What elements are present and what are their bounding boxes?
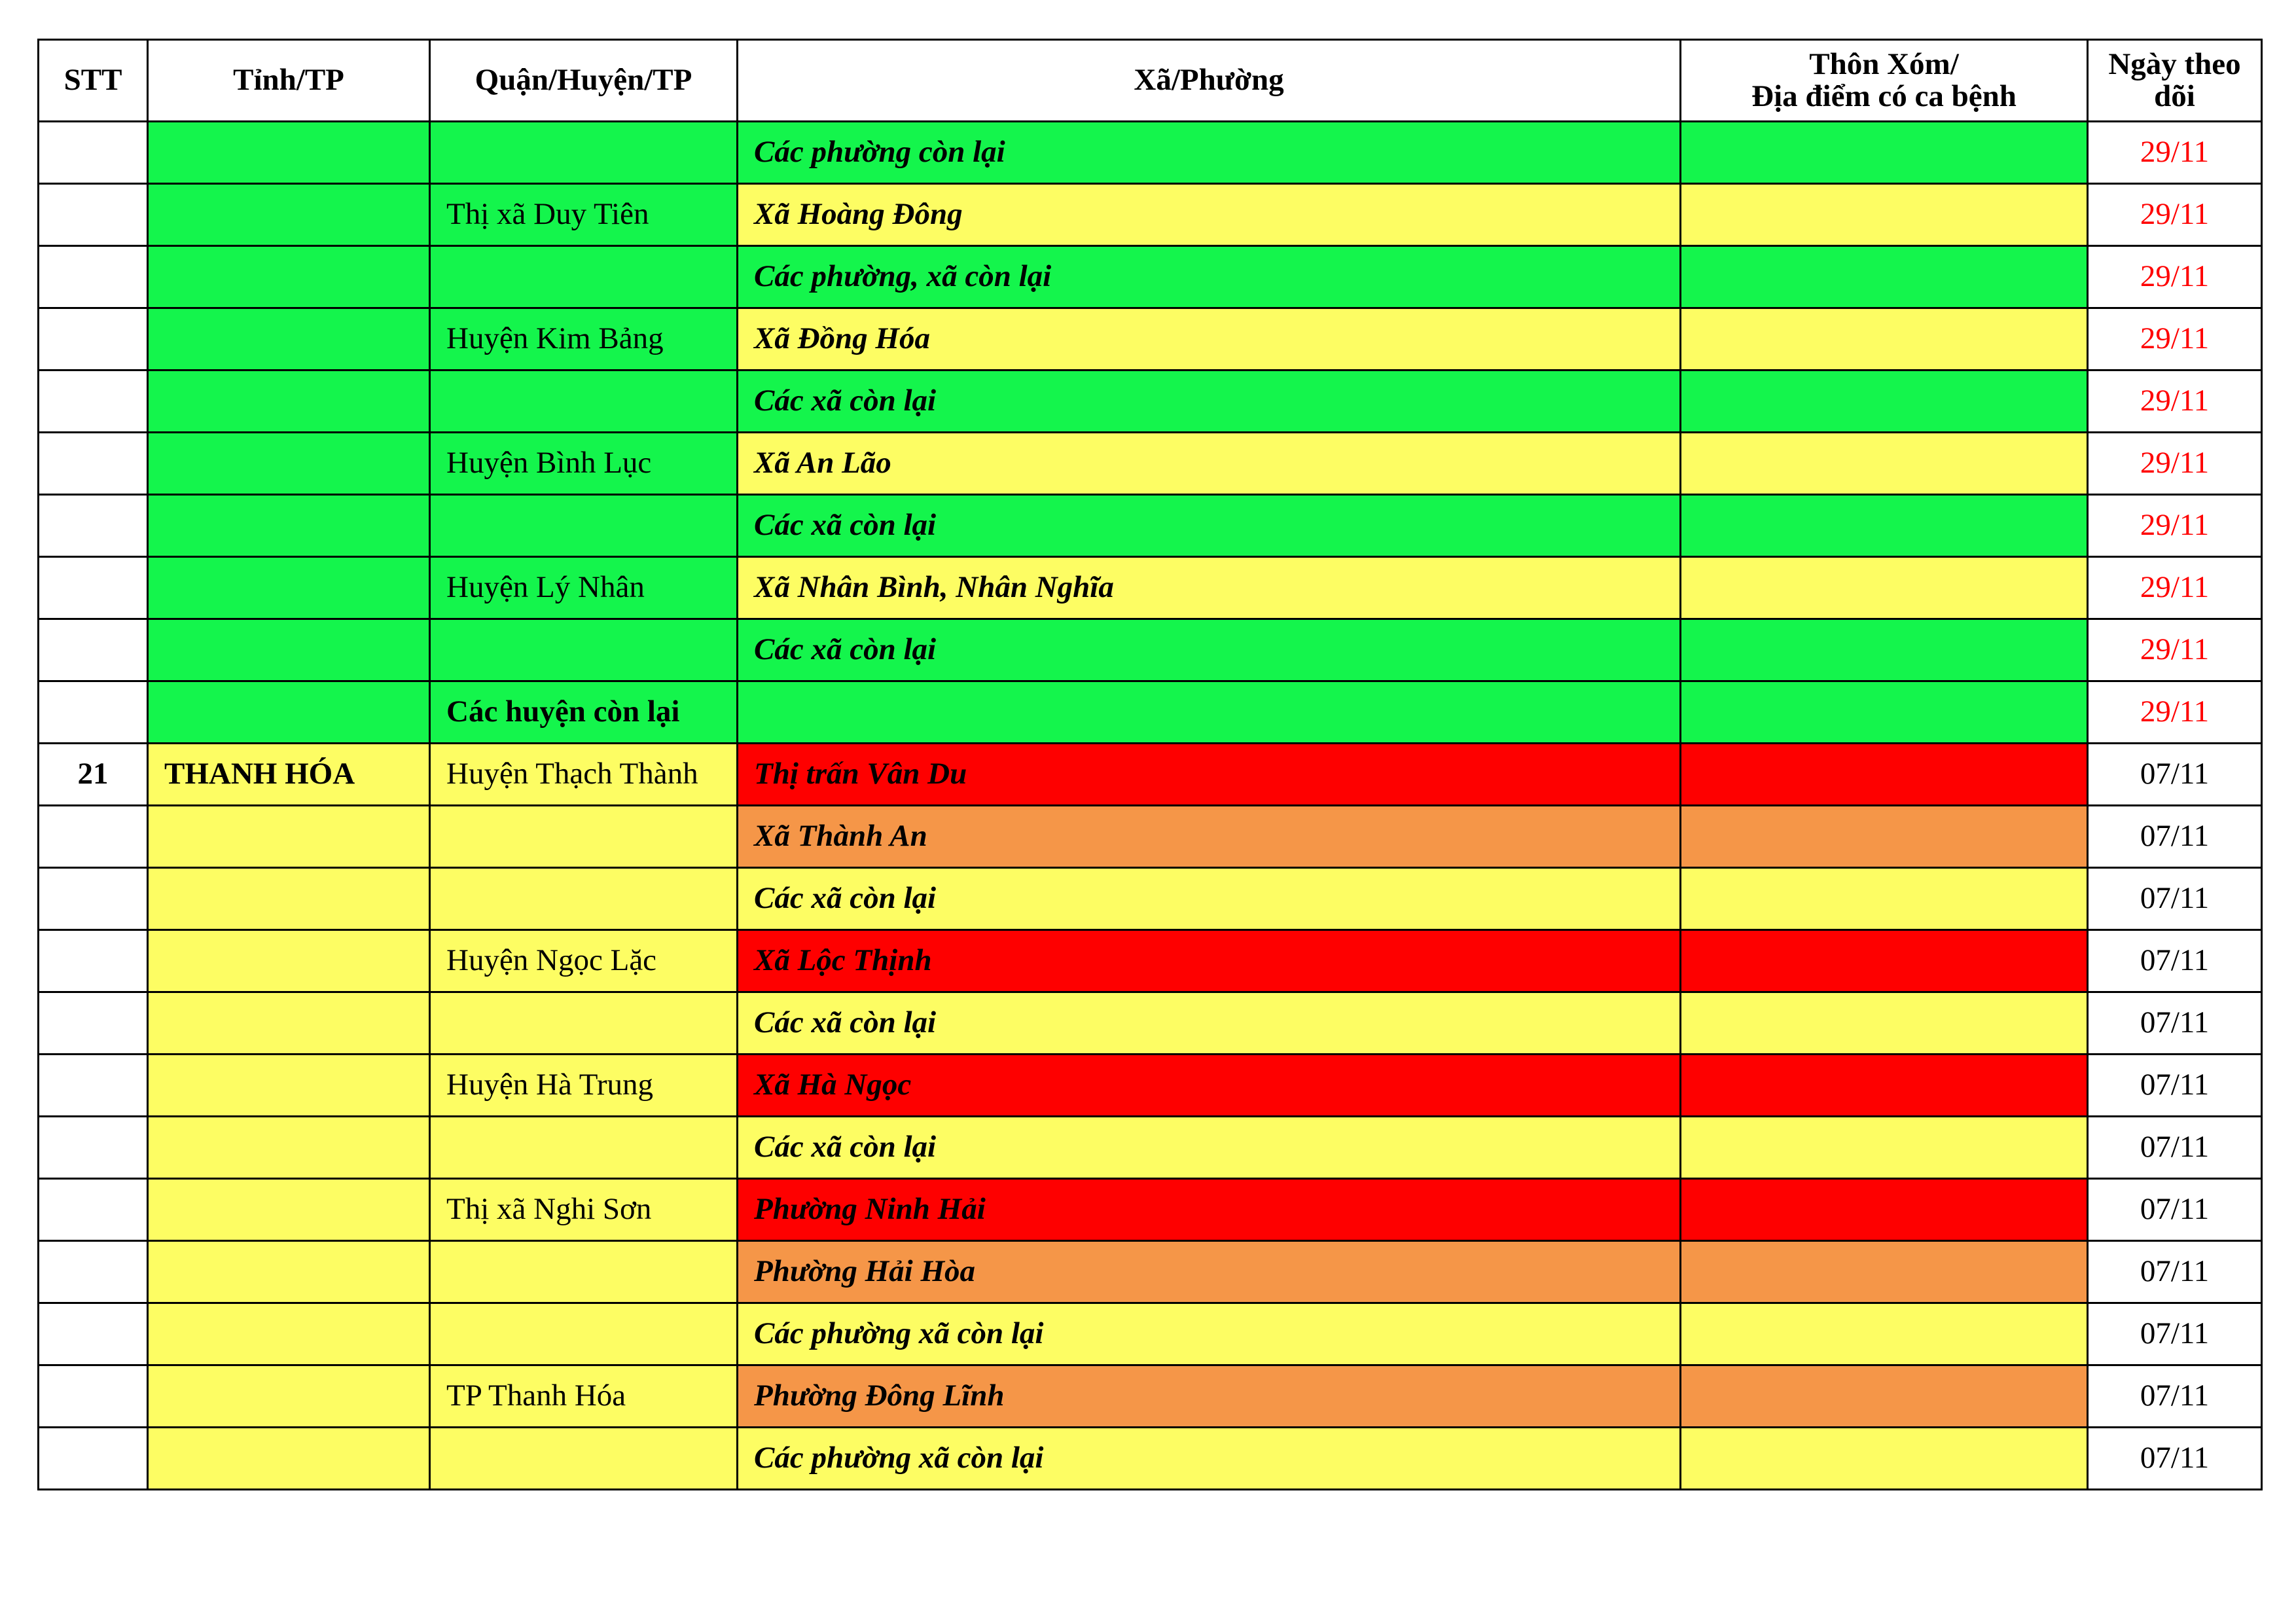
cell-province [148,246,430,308]
cell-province [148,433,430,495]
header-hamlet-line1: Thôn Xóm/ [1809,46,1959,81]
table-row [39,433,2262,495]
table-body [39,122,2262,1490]
cell-district [430,122,738,184]
table-row [39,122,2262,184]
cell-stt [39,184,148,246]
header-date [2088,40,2262,122]
cell-stt [39,557,148,619]
cell-date: 29/11 [2088,433,2262,495]
cell-ward: Các xã còn lại [738,992,1681,1055]
table-row [39,930,2262,992]
cell-district: Huyện Lý Nhân [430,557,738,619]
cell-hamlet [1681,1303,2088,1365]
header-province: Tỉnh/TP [148,40,430,122]
cell-district: TP Thanh Hóa [430,1365,738,1428]
cell-hamlet [1681,930,2088,992]
cell-stt: 21 [39,744,148,806]
cell-district [430,1428,738,1490]
header-ward: Xã/Phường [738,40,1681,122]
cell-hamlet [1681,1117,2088,1179]
cell-district [430,370,738,433]
cell-ward: Các phường, xã còn lại [738,246,1681,308]
cell-province [148,1365,430,1428]
table-row [39,246,2262,308]
cell-province [148,992,430,1055]
cell-hamlet [1681,1055,2088,1117]
cell-district [430,868,738,930]
table-row [39,370,2262,433]
cell-stt [39,1117,148,1179]
cell-hamlet [1681,868,2088,930]
cell-date: 29/11 [2088,122,2262,184]
cell-ward: Các xã còn lại [738,1117,1681,1179]
cell-hamlet [1681,806,2088,868]
cell-district: Huyện Hà Trung [430,1055,738,1117]
cell-province [148,1179,430,1241]
cell-hamlet [1681,184,2088,246]
header-district: Quận/Huyện/TP [430,40,738,122]
table-row [39,806,2262,868]
cell-district [430,495,738,557]
cell-province: THANH HÓA [148,744,430,806]
cell-stt [39,122,148,184]
cell-stt [39,868,148,930]
cell-ward: Các xã còn lại [738,495,1681,557]
cell-ward: Phường Đông Lĩnh [738,1365,1681,1428]
cell-stt [39,806,148,868]
cell-date: 07/11 [2088,1428,2262,1490]
cell-province [148,868,430,930]
cell-date: 07/11 [2088,992,2262,1055]
cell-stt [39,1428,148,1490]
cell-hamlet [1681,744,2088,806]
cell-hamlet [1681,681,2088,744]
cell-district [430,246,738,308]
cell-stt [39,1365,148,1428]
cell-hamlet [1681,1179,2088,1241]
cell-hamlet [1681,1428,2088,1490]
cell-province [148,184,430,246]
cell-stt [39,681,148,744]
table-row [39,868,2262,930]
cell-district [430,992,738,1055]
cell-date: 07/11 [2088,868,2262,930]
table-row [39,1303,2262,1365]
cell-district: Thị xã Nghi Sơn [430,1179,738,1241]
cell-date: 07/11 [2088,1055,2262,1117]
table-row [39,1117,2262,1179]
table-row [39,1241,2262,1303]
cell-ward: Các xã còn lại [738,370,1681,433]
cell-district: Các huyện còn lại [430,681,738,744]
cell-province [148,1055,430,1117]
cell-province [148,495,430,557]
cell-ward: Phường Hải Hòa [738,1241,1681,1303]
cell-district [430,1117,738,1179]
cell-ward [738,681,1681,744]
cell-stt [39,1055,148,1117]
table-row [39,1179,2262,1241]
cell-province [148,1303,430,1365]
cell-date: 07/11 [2088,1241,2262,1303]
cell-stt [39,992,148,1055]
cell-district: Huyện Bình Lục [430,433,738,495]
cell-stt [39,619,148,681]
cell-ward: Xã Nhân Bình, Nhân Nghĩa [738,557,1681,619]
cell-date: 29/11 [2088,370,2262,433]
cell-hamlet [1681,1365,2088,1428]
cell-ward: Các phường xã còn lại [738,1303,1681,1365]
cell-stt [39,308,148,370]
cell-province [148,1428,430,1490]
cell-hamlet [1681,122,2088,184]
cell-date: 29/11 [2088,619,2262,681]
table-row [39,744,2262,806]
cell-date: 07/11 [2088,930,2262,992]
cell-hamlet [1681,308,2088,370]
cell-district: Huyện Kim Bảng [430,308,738,370]
cell-date: 07/11 [2088,1303,2262,1365]
cell-ward: Xã Thành An [738,806,1681,868]
cell-date: 29/11 [2088,184,2262,246]
cell-province [148,681,430,744]
cell-hamlet [1681,433,2088,495]
cell-stt [39,1179,148,1241]
header-date-line2: dõi [2154,79,2195,113]
table-row [39,184,2262,246]
cell-province [148,1241,430,1303]
cell-date: 07/11 [2088,1179,2262,1241]
cell-stt [39,1241,148,1303]
cell-date: 07/11 [2088,1117,2262,1179]
cell-date: 29/11 [2088,246,2262,308]
cell-ward: Thị trấn Vân Du [738,744,1681,806]
cell-hamlet [1681,246,2088,308]
header-date-line1: Ngày theo [2108,46,2241,81]
cell-stt [39,1303,148,1365]
table-row [39,557,2262,619]
table-row [39,1365,2262,1428]
table-row [39,681,2262,744]
cell-date: 29/11 [2088,308,2262,370]
table-row [39,495,2262,557]
table-row [39,1055,2262,1117]
cell-ward: Các phường còn lại [738,122,1681,184]
cell-hamlet [1681,557,2088,619]
cell-district: Thị xã Duy Tiên [430,184,738,246]
cell-province [148,308,430,370]
cell-district [430,1241,738,1303]
cell-date: 29/11 [2088,681,2262,744]
cell-province [148,370,430,433]
cell-district [430,619,738,681]
cell-province [148,557,430,619]
cell-ward: Các xã còn lại [738,619,1681,681]
cell-stt [39,433,148,495]
header-row [39,40,2262,122]
cell-hamlet [1681,370,2088,433]
cell-date: 07/11 [2088,744,2262,806]
cell-district: Huyện Ngọc Lặc [430,930,738,992]
cell-ward: Phường Ninh Hải [738,1179,1681,1241]
cell-ward: Xã Hoàng Đông [738,184,1681,246]
cell-ward: Các phường xã còn lại [738,1428,1681,1490]
cell-date: 07/11 [2088,1365,2262,1428]
cell-province [148,122,430,184]
cell-hamlet [1681,495,2088,557]
cell-date: 29/11 [2088,495,2262,557]
cell-ward: Xã Đồng Hóa [738,308,1681,370]
cell-province [148,619,430,681]
cell-ward: Xã Lộc Thịnh [738,930,1681,992]
cell-province [148,806,430,868]
cell-date: 29/11 [2088,557,2262,619]
cell-stt [39,246,148,308]
cell-province [148,930,430,992]
cell-district: Huyện Thạch Thành [430,744,738,806]
cell-ward: Xã An Lão [738,433,1681,495]
cell-hamlet [1681,619,2088,681]
cell-district [430,1303,738,1365]
header-stt: STT [39,40,148,122]
table-row [39,619,2262,681]
covid-zone-table [37,39,2263,1490]
cell-province [148,1117,430,1179]
cell-hamlet [1681,992,2088,1055]
table-row [39,308,2262,370]
header-hamlet [1681,40,2088,122]
cell-stt [39,495,148,557]
cell-district [430,806,738,868]
table-row [39,1428,2262,1490]
cell-date: 07/11 [2088,806,2262,868]
cell-hamlet [1681,1241,2088,1303]
header-hamlet-line2: Địa điểm có ca bệnh [1751,79,2017,113]
cell-stt [39,370,148,433]
cell-ward: Các xã còn lại [738,868,1681,930]
cell-ward: Xã Hà Ngọc [738,1055,1681,1117]
table-row [39,992,2262,1055]
cell-stt [39,930,148,992]
